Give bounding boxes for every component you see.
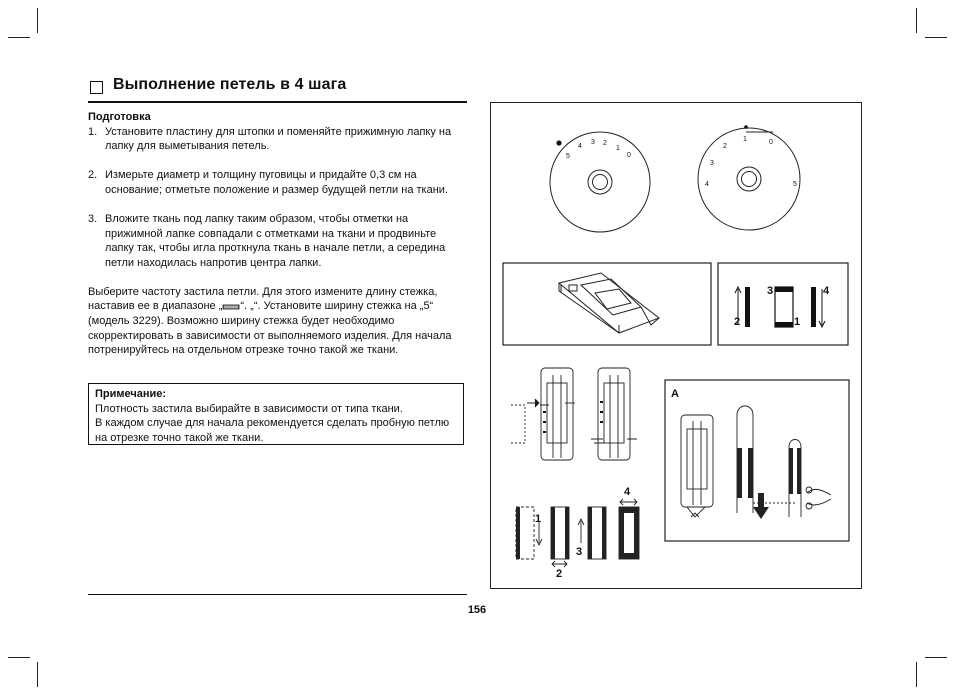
note-heading: Примечание: (95, 388, 167, 400)
dial-label: 3 (591, 139, 595, 146)
crop-mark (37, 662, 38, 687)
dial-indicator-dot (556, 140, 561, 145)
illustration-frame (490, 102, 862, 589)
crop-mark (925, 657, 947, 658)
crop-mark (925, 37, 947, 38)
title-divider (88, 101, 467, 103)
crop-mark (8, 657, 30, 658)
note-box (88, 383, 464, 445)
stitch-length-dial (550, 132, 650, 232)
step-number: 2. (88, 169, 98, 182)
paragraph-mid: “. „ (240, 300, 254, 313)
buttonhole-presser-foot-icon (559, 273, 659, 333)
panel-a-drawing (681, 406, 831, 517)
foot-alignment-drawing (511, 368, 637, 460)
dial-label: 4 (705, 181, 709, 188)
step-label: 1 (794, 316, 801, 328)
page-number: 156 (467, 604, 487, 616)
step-1 (88, 125, 468, 154)
checkbox-square-icon (90, 81, 103, 94)
step-text: Установите пластину для штопки и поменяйте прижимную лапку на лапку для выметывания петель. (105, 125, 452, 153)
left-dial-labels (566, 139, 631, 160)
dial-indicator-dot (744, 125, 748, 129)
step-label: 1 (535, 513, 542, 525)
dial-label: 3 (710, 160, 714, 167)
dial-label: 4 (578, 143, 582, 150)
dial-label: 0 (627, 152, 631, 159)
stitch-density-icon (222, 303, 240, 311)
crop-mark (37, 8, 38, 33)
paragraph-end: “. Установите ширину стежка на „5“ (модель 3229). Возможно ширину стежка будет необходимо скорректировать в зависимости от выполняемого изделия. Для начала потренируйтесь на отдельном отрезке точно такой же ткани. (88, 300, 452, 357)
instructions (88, 110, 468, 358)
note-line: В каждом случае для начала рекомендуется сделать пробную петлю на отрезке точно такой же ткани. (95, 417, 450, 444)
dial-label: 2 (723, 143, 727, 150)
panel-a-columns (737, 448, 801, 519)
step-label: 3 (767, 285, 774, 297)
paragraph-start: Выберите частоту застила петли. Для этого измените длину стежка, наставив ее в диапазоне „ (88, 285, 438, 313)
step-number: 3. (88, 212, 98, 225)
bottom-divider (88, 594, 467, 595)
crop-mark (916, 662, 917, 687)
dial-label: 5 (793, 181, 797, 188)
crop-mark (8, 37, 30, 38)
page-title: Выполнение петель в 4 шага (113, 76, 347, 93)
step-number: 1. (88, 125, 98, 138)
note-line: Плотность застила выбирайте в зависимости от типа ткани. (95, 402, 403, 415)
arrow-down-icon (753, 493, 769, 519)
step-label: 2 (556, 568, 563, 580)
dial-label: 1 (616, 145, 620, 152)
step-text: Измерьте диаметр и толщину пуговицы и придайте 0,3 см на основание; отметьте положение и размер будущей петли на ткани. (105, 169, 448, 196)
crop-mark (916, 8, 917, 33)
panel-a-label: A (671, 388, 679, 400)
step-2 (88, 168, 468, 197)
dial-label: 1 (743, 136, 747, 143)
stitch-width-dial (698, 125, 800, 230)
step-label: 2 (734, 316, 741, 328)
dial-label: 2 (603, 140, 607, 147)
step-label: 4 (624, 486, 631, 498)
step-text: Вложите ткань под лапку таким образом, чтобы отметки на прижимной лапке совпадали с отметками на ткани и продвиньте лапку так, чтобы игла проткнула ткань в начале петли, а середина петли находилась напротив центра лапки. (105, 212, 446, 269)
sequence-numbers (535, 486, 631, 580)
preparation-heading: Подготовка (88, 111, 151, 123)
step-label: 3 (576, 546, 583, 558)
illustration (491, 103, 860, 587)
step-label: 4 (823, 285, 830, 297)
right-dial-labels (705, 136, 797, 188)
step-3 (88, 212, 468, 270)
dial-label: 0 (769, 139, 773, 146)
presser-foot-panel (503, 263, 711, 345)
buttonhole-steps-diagram (735, 287, 825, 327)
stitch-paragraph (88, 285, 468, 358)
title-block (88, 76, 468, 102)
dial-label: 5 (566, 153, 570, 160)
